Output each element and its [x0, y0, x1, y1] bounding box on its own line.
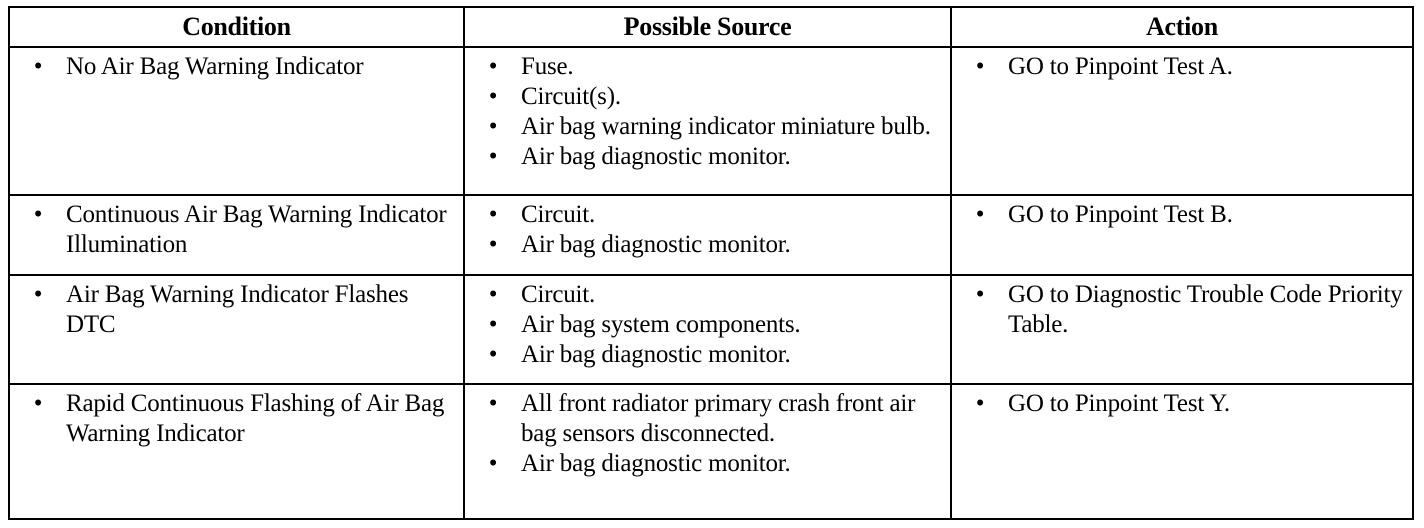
- bullet-icon: •: [975, 53, 985, 80]
- header-condition: Condition: [9, 7, 464, 47]
- list-item: • Rapid Continuous Flashing of Air Bag Warning Indicator: [10, 389, 463, 449]
- list-item: • No Air Bag Warning Indicator: [10, 52, 463, 82]
- condition-cell: [9, 195, 464, 275]
- source-cell: [464, 47, 951, 195]
- list-item: • Air bag diagnostic monitor.: [465, 230, 950, 260]
- action-cell: [951, 195, 1413, 275]
- bullet-icon: •: [488, 310, 498, 338]
- bullet-icon: •: [488, 340, 498, 368]
- bullet-icon: •: [488, 113, 498, 140]
- table-row: [9, 384, 1413, 519]
- list-item: • Circuit(s).: [465, 82, 950, 112]
- list-item: • Air bag warning indicator miniature bulb.: [465, 112, 950, 142]
- table-row: [9, 275, 1413, 385]
- header-action: Action: [951, 7, 1413, 47]
- symptom-chart-table: [8, 6, 1414, 520]
- bullet-icon: •: [488, 83, 498, 110]
- condition-cell: [9, 275, 464, 385]
- condition-cell: [9, 47, 464, 195]
- bullet-icon: •: [488, 390, 498, 418]
- table-row: [9, 195, 1413, 275]
- bullet-icon: •: [488, 450, 498, 478]
- bullet-icon: •: [488, 280, 498, 308]
- header-possible-source: Possible Source: [464, 7, 951, 47]
- action-cell: [951, 47, 1413, 195]
- bullet-icon: •: [33, 280, 43, 308]
- list-item: • Air bag diagnostic monitor.: [465, 449, 950, 479]
- bullet-icon: •: [975, 280, 985, 308]
- list-item: • GO to Diagnostic Trouble Code Priority Table.: [952, 280, 1412, 340]
- bullet-icon: •: [975, 390, 985, 418]
- source-cell: [464, 275, 951, 385]
- bullet-icon: •: [488, 53, 498, 80]
- source-cell: [464, 195, 951, 275]
- bullet-icon: •: [488, 200, 498, 228]
- bullet-icon: •: [975, 200, 985, 228]
- list-item: • GO to Pinpoint Test B.: [952, 200, 1412, 230]
- condition-cell: [9, 384, 464, 519]
- action-cell: [951, 275, 1413, 385]
- list-item: • Continuous Air Bag Warning Indicator Illumination: [10, 200, 463, 260]
- bullet-icon: •: [488, 230, 498, 258]
- bullet-icon: •: [33, 200, 43, 228]
- header-row: [9, 7, 1413, 47]
- list-item: • All front radiator primary crash front air bag sensors disconnected.: [465, 389, 950, 449]
- list-item: • Fuse.: [465, 52, 950, 82]
- bullet-icon: •: [488, 143, 498, 170]
- list-item: • Air bag system components.: [465, 310, 950, 340]
- list-item: • Air bag diagnostic monitor.: [465, 142, 950, 172]
- list-item: • Circuit.: [465, 280, 950, 310]
- list-item: • Circuit.: [465, 200, 950, 230]
- diagnosis-table-container: [8, 6, 1412, 520]
- bullet-icon: •: [33, 390, 43, 418]
- bullet-icon: •: [33, 53, 43, 80]
- list-item: • Air bag diagnostic monitor.: [465, 340, 950, 370]
- table-row: [9, 47, 1413, 195]
- action-cell: [951, 384, 1413, 519]
- list-item: • GO to Pinpoint Test Y.: [952, 389, 1412, 419]
- list-item: • Air Bag Warning Indicator Flashes DTC: [10, 280, 463, 340]
- source-cell: [464, 384, 951, 519]
- list-item: • GO to Pinpoint Test A.: [952, 52, 1412, 82]
